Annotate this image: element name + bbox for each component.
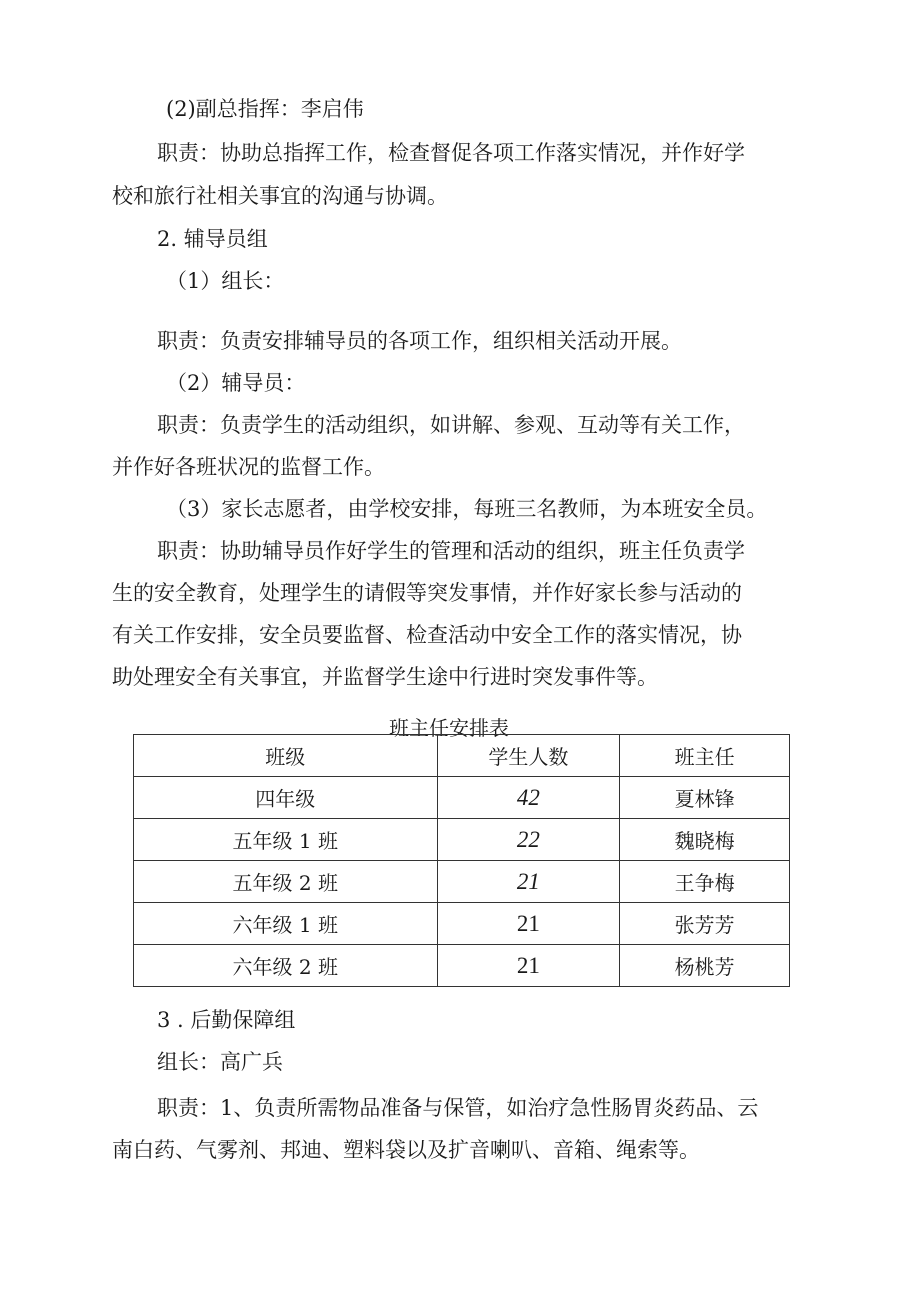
section-heading-counselor-group: 2. 辅导员组 <box>157 227 268 251</box>
duty-paragraph: 职责：负责安排辅导员的各项工作，组织相关活动开展。 <box>157 329 682 353</box>
duty-paragraph-cont: 助处理安全有关事宜，并监督学生途中行进时突发事件等。 <box>112 665 658 689</box>
group-leader-line: （1）组长： <box>166 269 285 293</box>
logistics-leader-line: 组长：高广兵 <box>157 1050 283 1074</box>
duty-paragraph-cont: 并作好各班状况的监督工作。 <box>112 455 385 479</box>
header-teacher: 班主任 <box>620 735 790 777</box>
duty-paragraph-cont: 校和旅行社相关事宜的沟通与协调。 <box>112 184 448 208</box>
duty-paragraph: 职责：协助辅导员作好学生的管理和活动的组织，班主任负责学 <box>157 539 745 563</box>
teacher-cell: 王争梅 <box>620 861 790 903</box>
class-cell: 四年级 <box>134 777 438 819</box>
teacher-cell: 杨桃芳 <box>620 945 790 987</box>
table-row <box>134 819 790 861</box>
class-cell: 六年级 2 班 <box>134 945 438 987</box>
duty-paragraph: 职责：1、负责所需物品准备与保管，如治疗急性肠胃炎药品、云 <box>157 1096 759 1120</box>
table-row <box>134 945 790 987</box>
duty-paragraph-cont: 南白药、气雾剂、邦迪、塑料袋以及扩音喇叭、音箱、绳索等。 <box>112 1138 700 1162</box>
header-student-count: 学生人数 <box>437 735 620 777</box>
duty-paragraph-cont: 生的安全教育，处理学生的请假等突发事情，并作好家长参与活动的 <box>112 581 742 605</box>
duty-paragraph: 职责：负责学生的活动组织，如讲解、参观、互动等有关工作， <box>157 413 745 437</box>
student-count-cell: 42 <box>437 777 620 819</box>
table-caption: 班主任安排表 <box>389 716 509 740</box>
teacher-cell: 夏林锋 <box>620 777 790 819</box>
student-count-cell: 21 <box>437 903 620 945</box>
table-row <box>134 861 790 903</box>
table-row <box>134 903 790 945</box>
student-count-cell: 21 <box>437 861 620 903</box>
class-teacher-table <box>133 734 790 987</box>
section-heading-logistics: 3 . 后勤保障组 <box>157 1008 296 1032</box>
header-class: 班级 <box>134 735 438 777</box>
class-cell: 六年级 1 班 <box>134 903 438 945</box>
table-header-row <box>134 735 790 777</box>
duty-paragraph-cont: 有关工作安排，安全员要监督、检查活动中安全工作的落实情况，协 <box>112 623 742 647</box>
class-cell: 五年级 2 班 <box>134 861 438 903</box>
teacher-cell: 张芳芳 <box>620 903 790 945</box>
parent-volunteer-line: （3）家长志愿者，由学校安排，每班三名教师，为本班安全员。 <box>166 497 768 521</box>
duty-paragraph: 职责：协助总指挥工作，检查督促各项工作落实情况，并作好学 <box>157 141 745 165</box>
table-row <box>134 777 790 819</box>
counselor-line: （2）辅导员： <box>166 371 306 395</box>
deputy-commander-line: (2)副总指挥：李启伟 <box>166 97 364 121</box>
teacher-cell: 魏晓梅 <box>620 819 790 861</box>
class-cell: 五年级 1 班 <box>134 819 438 861</box>
student-count-cell: 22 <box>437 819 620 861</box>
student-count-cell: 21 <box>437 945 620 987</box>
